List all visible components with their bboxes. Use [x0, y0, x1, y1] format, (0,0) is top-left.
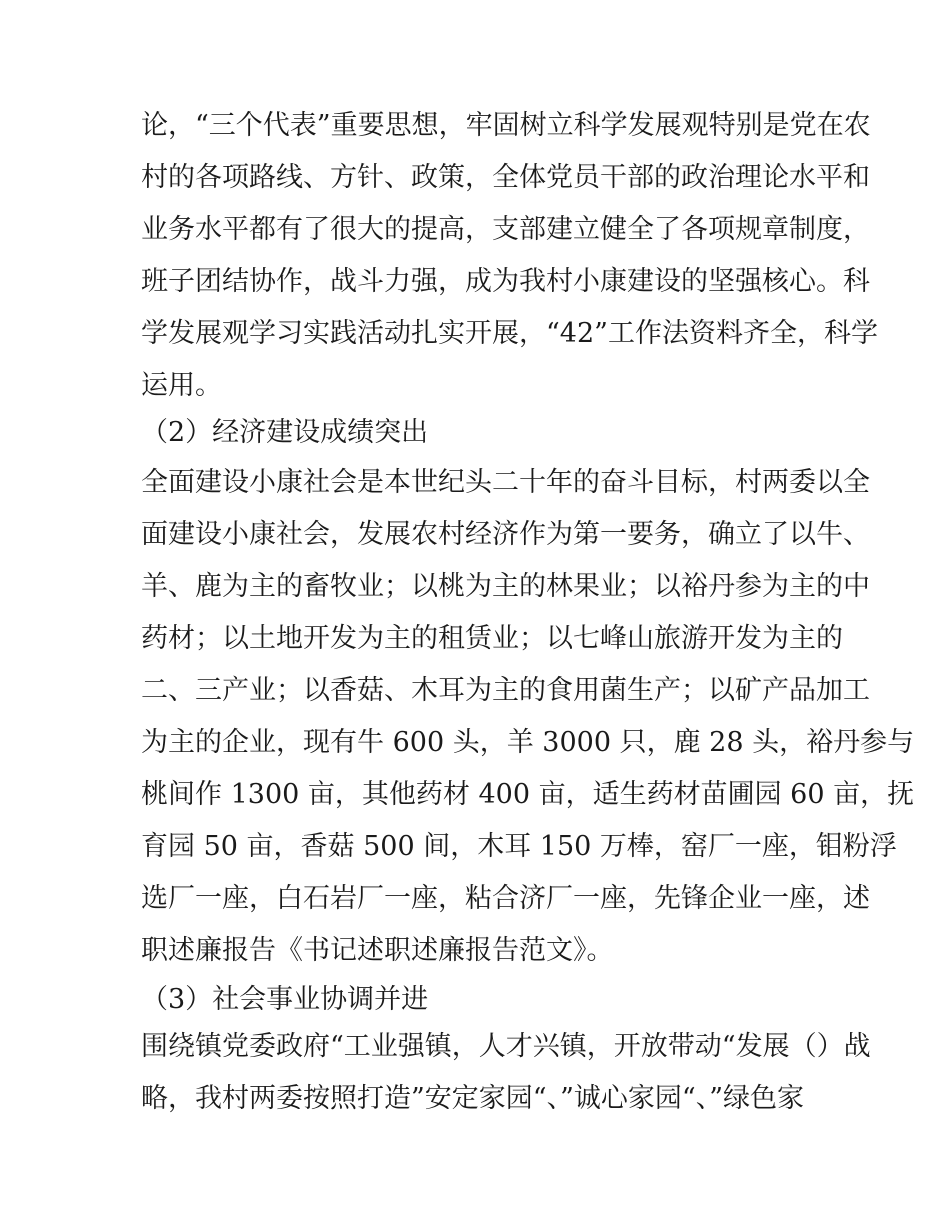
text-line: 为主的企业，现有牛 600 头，羊 3000 只，鹿 28 头，裕丹参与 [141, 727, 915, 758]
text-line: 面建设小康社会，发展农村经济作为第一要务，确立了以牛、 [141, 519, 870, 550]
text-line: 全面建设小康社会是本世纪头二十年的奋斗目标，村两委以全 [141, 467, 870, 498]
text-line: 略，我村两委按照打造”安定家园“、”诚心家园“、”绿色家 [141, 1083, 805, 1114]
text-line: 村的各项路线、方针、政策，全体党员干部的政治理论水平和 [141, 162, 870, 193]
section-heading: （3）社会事业协调并进 [141, 984, 429, 1015]
text-line: 选厂一座，白石岩厂一座，粘合济厂一座，先锋企业一座，述 [141, 883, 870, 914]
text-line: 论，“三个代表”重要思想，牢固树立科学发展观特别是党在农 [141, 110, 871, 141]
text-line: 业务水平都有了很大的提高，支部建立健全了各项规章制度， [141, 214, 870, 245]
text-line: 职述廉报告《书记述职述廉报告范文》。 [141, 935, 614, 966]
text-line: 运用。 [141, 370, 222, 401]
text-line: 班子团结协作，战斗力强，成为我村小康建设的坚强核心。科 [141, 266, 870, 297]
text-line: 二、三产业；以香菇、木耳为主的食用菌生产；以矿产品加工 [141, 675, 870, 706]
section-heading: （2）经济建设成绩突出 [141, 417, 429, 448]
text-line: 育园 50 亩，香菇 500 间，木耳 150 万棒，窑厂一座，钼粉浮 [141, 831, 897, 862]
text-line: 桃间作 1300 亩，其他药材 400 亩，适生药材苗圃园 60 亩，抚 [141, 779, 915, 810]
text-line: 围绕镇党委政府“工业强镇，人才兴镇，开放带动“发展（）战 [141, 1031, 871, 1062]
text-line: 羊、鹿为主的畜牧业；以桃为主的林果业；以裕丹参为主的中 [141, 571, 870, 602]
text-line: 药材；以土地开发为主的租赁业；以七峰山旅游开发为主的 [141, 623, 843, 654]
text-line: 学发展观学习实践活动扎实开展，“42”工作法资料齐全，科学 [141, 318, 878, 349]
